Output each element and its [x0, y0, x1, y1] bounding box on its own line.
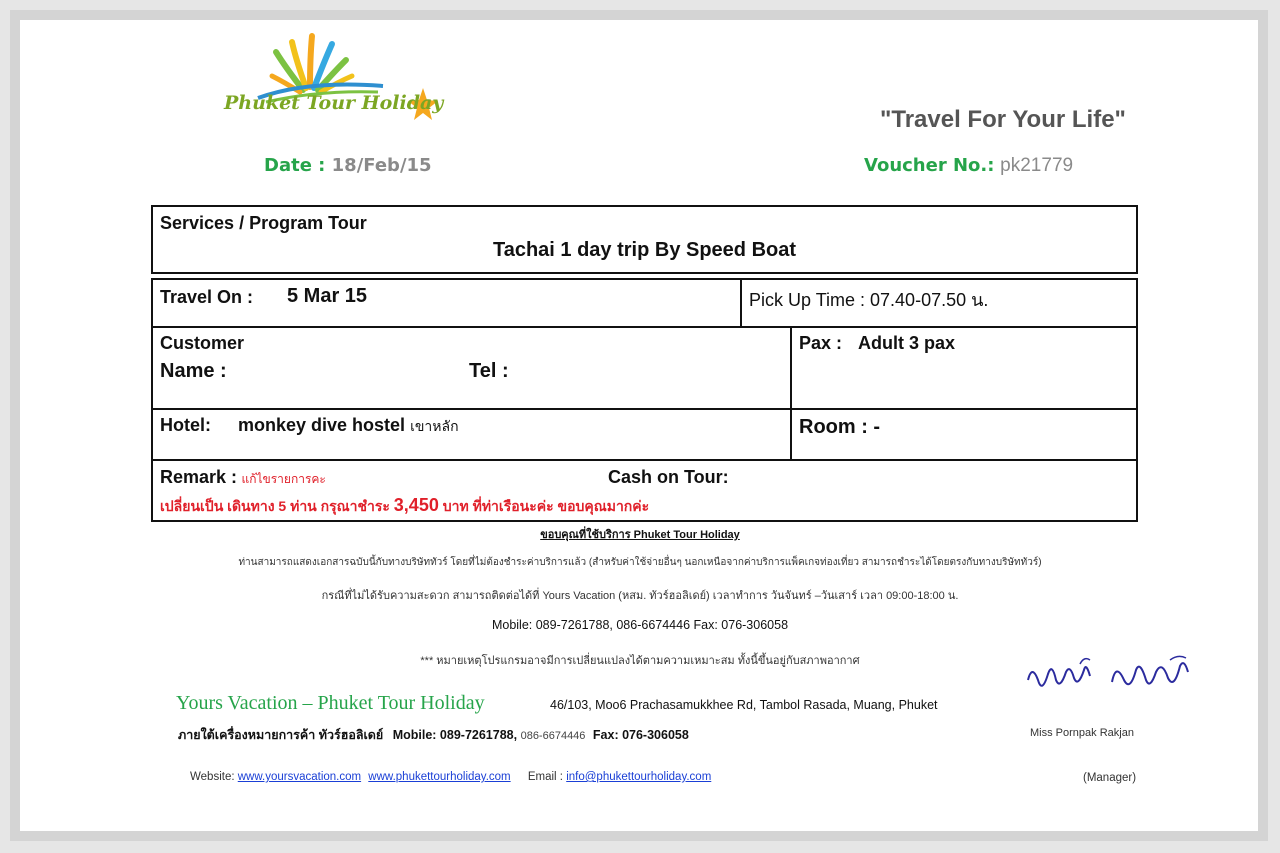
- voucher-value: pk21779: [1000, 155, 1074, 176]
- note-line-3: Mobile: 089-7261788, 086-6674446 Fax: 076-306058: [491, 618, 789, 632]
- email-link[interactable]: info@phukettourholiday.com: [566, 771, 712, 783]
- hotel-name-en: monkey dive hostel: [238, 415, 406, 435]
- voucher-field: [864, 155, 1073, 177]
- hotel-label: Hotel:: [160, 415, 211, 435]
- signature-icon: [1020, 650, 1200, 710]
- pax-value: Adult 3 pax: [858, 333, 956, 353]
- remark-amount: 3,450: [393, 495, 439, 515]
- date-field: [264, 155, 432, 176]
- contact-line: [178, 725, 689, 745]
- customer-label: Customer: [160, 333, 245, 353]
- pax-label: Pax :: [799, 333, 843, 353]
- room-value: Room : -: [799, 416, 881, 438]
- hotel-box: [151, 408, 792, 461]
- thanks-line: ขอบคุณที่ใช้บริการ Phuket Tour Holiday: [540, 529, 740, 541]
- services-box: [151, 205, 1138, 274]
- signer-role: (Manager): [1083, 772, 1137, 784]
- note-line-2: กรณีที่ไม่ได้รับความสะดวก สามารถติดต่อได้ที่ Yours Vacation (หสม. ทัวร์ฮอลิเดย์) เวลาทำการ วันจันทร์ –วันเสาร์ เวลา 09:00-18:00 น.: [321, 590, 959, 602]
- voucher-label: Voucher No.:: [864, 155, 995, 176]
- website-link-2[interactable]: www.phukettourholiday.com: [368, 771, 511, 783]
- remark-box: [151, 459, 1138, 522]
- company-name: Yours Vacation – Phuket Tour Holiday: [176, 692, 485, 714]
- remark-label: Remark :: [160, 467, 238, 487]
- pax-box: [790, 326, 1138, 410]
- room-box: [790, 408, 1138, 461]
- travel-date: 5 Mar 15: [287, 285, 368, 307]
- website-label: Website:: [190, 771, 235, 783]
- slogan: "Travel For Your Life": [880, 106, 1126, 133]
- website-line: [190, 771, 711, 783]
- logo-text: Phuket Tour Holiday: [224, 92, 444, 114]
- company-address: 46/103, Moo6 Prachasamukkhee Rd, Tambol Rasada, Muang, Phuket: [550, 698, 938, 712]
- travel-label: Travel On :: [160, 287, 254, 307]
- pickup-time: Pick Up Time : 07.40-07.50 น.: [749, 290, 989, 310]
- trademark-text: ภายใต้เครื่องหมายการค้า ทัวร์ฮอลิเดย์: [178, 728, 384, 742]
- customer-box: [151, 326, 792, 410]
- email-label: Email :: [527, 771, 563, 783]
- travel-box: [151, 278, 742, 328]
- hotel-name: [238, 415, 459, 438]
- company-logo: [218, 30, 444, 130]
- signature-image: [1020, 650, 1200, 710]
- remark-detail-a: เปลี่ยนเป็น เดินทาง 5 ท่าน กรุณาชำระ: [160, 498, 390, 514]
- logo-fan-icon: [218, 30, 438, 130]
- hotel-name-thai: เขาหลัก: [410, 418, 459, 434]
- date-label: Date :: [264, 155, 326, 176]
- remark-detail-b: บาท ที่ท่าเรือนะค่ะ ขอบคุณมากค่ะ: [442, 498, 650, 514]
- remark-detail: [160, 495, 649, 518]
- date-value: 18/Feb/15: [331, 155, 432, 176]
- tel-label: Tel :: [469, 360, 509, 382]
- remark-note: แก้ไขรายการคะ: [241, 472, 326, 486]
- fax-text: Fax: 076-306058: [592, 728, 689, 742]
- program-title: Tachai 1 day trip By Speed Boat: [492, 239, 797, 261]
- cash-label: Cash on Tour:: [608, 467, 729, 487]
- mobile-text: Mobile: 089-7261788,: [392, 728, 518, 742]
- signer-name: Miss Pornpak Rakjan: [1030, 727, 1134, 739]
- note-line-4: *** หมายเหตุโปรแกรมอาจมีการเปลี่ยนแปลงได้ตามความเหมาะสม ทั้งนี้ขึ้นอยู่กับสภาพอากาศ: [420, 655, 860, 667]
- services-label: Services / Program Tour: [160, 213, 367, 233]
- pickup-box: [740, 278, 1138, 328]
- remark-line: [160, 467, 326, 489]
- mobile2-text: 086-6674446: [520, 730, 586, 742]
- website-link-1[interactable]: www.yoursvacation.com: [237, 771, 362, 783]
- name-label: Name :: [160, 360, 227, 382]
- note-line-1: ท่านสามารถแสดงเอกสารฉบับนี้กับทางบริษัททัวร์ โดยที่ไม่ต้องชำระค่าบริการแล้ว (สำหรับค่าใช้จ่ายอื่นๆ นอกเหนือจากค่าบริการแพ็คเกจท่องเที่ยว สามารถชำระได้โดยตรงกับทางบริษัททัวร์): [238, 557, 1042, 568]
